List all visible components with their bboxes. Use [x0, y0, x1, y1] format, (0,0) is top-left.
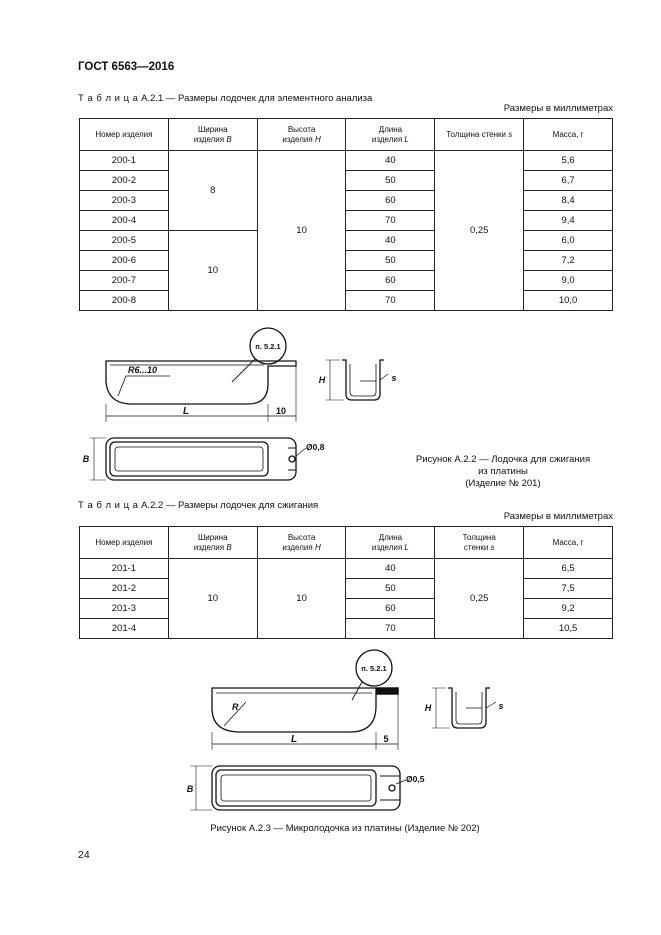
figure1-radius-label: R6...10: [128, 365, 158, 375]
figure2-dim-line-B: [190, 766, 212, 810]
figure1-dim-10: 10: [275, 406, 287, 416]
table1-cell-thickness: 0,25: [435, 151, 524, 311]
figure2-dim-line-H: [432, 688, 450, 728]
figure1-drawing: [60, 316, 420, 492]
figure1-section-inner: [350, 364, 376, 396]
table2-header-thickness-l1: Толщина: [462, 532, 496, 542]
table2-cell-id: 201-3: [80, 599, 169, 619]
table2-header-length-l1: Длина: [378, 532, 403, 542]
table2-header-height-sym: H: [314, 542, 321, 552]
figure1-ref-label: п. 5.2.1: [255, 342, 281, 351]
table-row: [80, 291, 613, 311]
figure2-caption: Рисунок А.2.3 — Микролодочка из платины (Изделие № 202): [210, 823, 480, 834]
table2-caption-text: А.2.2 — Размеры лодочек для сжигания: [141, 500, 319, 511]
figure2-boat-top-outer: [212, 766, 400, 810]
table1-cell-id: 200-7: [80, 271, 169, 291]
table2-header-height-l2: изделия: [282, 542, 313, 552]
table-row: [80, 151, 613, 171]
table1-cell-id: 200-6: [80, 251, 169, 271]
table-row: [80, 211, 613, 231]
table1-header-length-sym: L: [404, 134, 409, 144]
figure2-dim-H: H: [424, 703, 432, 713]
figure1-caption-line3: (Изделие № 201): [465, 478, 541, 489]
table1-cell-id: 200-4: [80, 211, 169, 231]
table1-caption: [78, 93, 372, 104]
table2-units: Размеры в миллиметрах: [503, 511, 613, 522]
table2-header-width-l1: Ширина: [197, 532, 228, 542]
table2-header-length: [346, 527, 435, 559]
table2-cell-mass: 7,5: [524, 579, 613, 599]
figure1-dim-line-H: [326, 360, 344, 400]
figure2-hole: [389, 785, 395, 791]
figure2-boat-top-mid: [216, 770, 376, 806]
figure1-hole: [289, 456, 295, 462]
table-row: [80, 599, 613, 619]
table-row: [80, 191, 613, 211]
table1-header-length-l1: Длина: [378, 124, 403, 134]
figure2-dim-L: L: [290, 734, 298, 745]
table1-cell-width-group1: 8: [168, 151, 257, 231]
table1-cell-length: 70: [346, 291, 435, 311]
figure1-section-outer: [342, 360, 384, 400]
table2-cell-length: 70: [346, 619, 435, 639]
figure2-ext-lines: [212, 694, 398, 750]
table1-cell-id: 200-8: [80, 291, 169, 311]
table2-header-width-l2: изделия: [193, 542, 225, 552]
table1-header-row: [80, 119, 613, 151]
table-row: [80, 171, 613, 191]
table1-header-height-l2: изделия: [282, 134, 313, 144]
figure2-dim-hole: Ø0,5: [406, 774, 425, 784]
table1-header-width: [168, 119, 257, 151]
figure1-ref-leader: [232, 359, 255, 382]
table2-header-thickness-l2: стенки: [463, 542, 489, 552]
figure2-ref-leader: [352, 682, 362, 700]
table2-cell-length: 40: [346, 559, 435, 579]
table2-cell-height: 10: [257, 559, 346, 639]
table1-header-id: Номер изделия: [80, 119, 169, 151]
table2-cell-thickness: 0,25: [435, 559, 524, 639]
table1-cell-width-group2: 10: [168, 231, 257, 311]
table1-cell-id: 200-2: [80, 171, 169, 191]
table1-cell-length: 40: [346, 151, 435, 171]
table2-caption-prefix: Т а б л и ц а: [78, 500, 139, 511]
table1-header-thickness-text: Толщина стенки: [446, 129, 506, 139]
figure2-drawing: [170, 646, 520, 816]
table-row: [80, 231, 613, 251]
table2-cell-length: 60: [346, 599, 435, 619]
table1-header-length-l2: изделия: [371, 134, 403, 144]
table2-header-id: Номер изделия: [80, 527, 169, 559]
table1-header-height: [257, 119, 346, 151]
table2-cell-id: 201-2: [80, 579, 169, 599]
table1-cell-mass: 5,6: [524, 151, 613, 171]
table1-cell-length: 40: [346, 231, 435, 251]
figure2-hole-leader: [396, 780, 406, 784]
table1-cell-mass: 6,0: [524, 231, 613, 251]
table1-cell-length: 60: [346, 271, 435, 291]
table-row: [80, 619, 613, 639]
table2-cell-width: 10: [168, 559, 257, 639]
table1-header-thickness: [435, 119, 524, 151]
table2-cell-mass: 9,2: [524, 599, 613, 619]
table2-cell-mass: 6,5: [524, 559, 613, 579]
table2-cell-id: 201-1: [80, 559, 169, 579]
table1-header-thickness-sym: s: [508, 129, 513, 139]
figure2-boat-top-inner: [221, 775, 371, 801]
table1-cell-id: 200-1: [80, 151, 169, 171]
figure1-dim-line-B: [90, 438, 106, 480]
figure1-s-leader: [360, 374, 388, 381]
table1-header-width-l2: изделия: [193, 134, 225, 144]
figure2-dim-B: B: [186, 784, 194, 794]
figure1-dim-B: B: [82, 454, 90, 464]
table2-header-width: [168, 527, 257, 559]
table1-cell-mass: 9,0: [524, 271, 613, 291]
figure2-boat-side: [212, 688, 398, 732]
table2-header-width-sym: B: [226, 542, 232, 552]
figure1-dim-hole: Ø0,8: [306, 442, 325, 452]
table2-header-thickness: [435, 527, 524, 559]
figure1-caption-line2: из платины: [478, 466, 528, 477]
table1-cell-height: 10: [257, 151, 346, 311]
table1-cell-mass: 8,4: [524, 191, 613, 211]
figure1-dim-L: L: [182, 406, 190, 417]
table2-caption: [78, 500, 318, 511]
table1-header-height-l1: Высота: [287, 124, 316, 134]
table2-cell-mass: 10,5: [524, 619, 613, 639]
page-number: 24: [78, 849, 90, 861]
table1-caption-text: А.2.1 — Размеры лодочек для элементного анализа: [141, 93, 373, 104]
figure1-caption: [408, 454, 598, 490]
table1-header-width-sym: B: [226, 134, 232, 144]
figure2-ref-label: п. 5.2.1: [361, 664, 387, 673]
table1-cell-id: 200-5: [80, 231, 169, 251]
table1-header-width-l1: Ширина: [197, 124, 228, 134]
figure1-hole-leader: [296, 448, 306, 456]
table1-cell-length: 50: [346, 251, 435, 271]
table2: [79, 526, 613, 639]
table2-header-length-sym: L: [404, 542, 409, 552]
table1-cell-mass: 6,7: [524, 171, 613, 191]
figure1-dim-H: H: [318, 375, 326, 385]
table2-header-height-l1: Высота: [287, 532, 316, 542]
table-row: [80, 579, 613, 599]
table2-header-length-l2: изделия: [371, 542, 403, 552]
figure1-dim-s: s: [391, 373, 397, 383]
table2-cell-length: 50: [346, 579, 435, 599]
table1-cell-length: 50: [346, 171, 435, 191]
table2-header-row: [80, 527, 613, 559]
table1-header-length: [346, 119, 435, 151]
table1-header-height-sym: H: [314, 134, 321, 144]
table2-header-height: [257, 527, 346, 559]
figure1-boat-top-inner: [115, 447, 263, 471]
table1-units: Размеры в миллиметрах: [503, 103, 613, 114]
figure2-s-leader: [466, 702, 496, 708]
table-row: [80, 271, 613, 291]
table1-cell-length: 70: [346, 211, 435, 231]
figure2-dim-s: s: [498, 701, 504, 711]
document-header: ГОСТ 6563—2016: [78, 61, 175, 73]
table1-cell-mass: 9,4: [524, 211, 613, 231]
figure2-tab: [376, 688, 398, 694]
table1-cell-mass: 7,2: [524, 251, 613, 271]
table1-header-mass: Масса, г: [524, 119, 613, 151]
figure1-caption-line1: Рисунок А.2.2 — Лодочка для сжигания: [415, 454, 591, 465]
table2-cell-id: 201-4: [80, 619, 169, 639]
figure2-dim-5: 5: [383, 734, 389, 744]
table2-header-mass: Масса, г: [524, 527, 613, 559]
table1-cell-mass: 10,0: [524, 291, 613, 311]
table-row: [80, 559, 613, 579]
figure2-tab-lines: [380, 776, 400, 800]
figure2-radius-label: R: [232, 702, 239, 712]
table1-caption-prefix: Т а б л и ц а: [78, 93, 139, 104]
table1-cell-length: 60: [346, 191, 435, 211]
table1-cell-id: 200-3: [80, 191, 169, 211]
table-row: [80, 251, 613, 271]
table2-header-thickness-sym: s: [490, 542, 495, 552]
figure1-radius-leader: [118, 376, 170, 396]
table1: [79, 118, 613, 311]
